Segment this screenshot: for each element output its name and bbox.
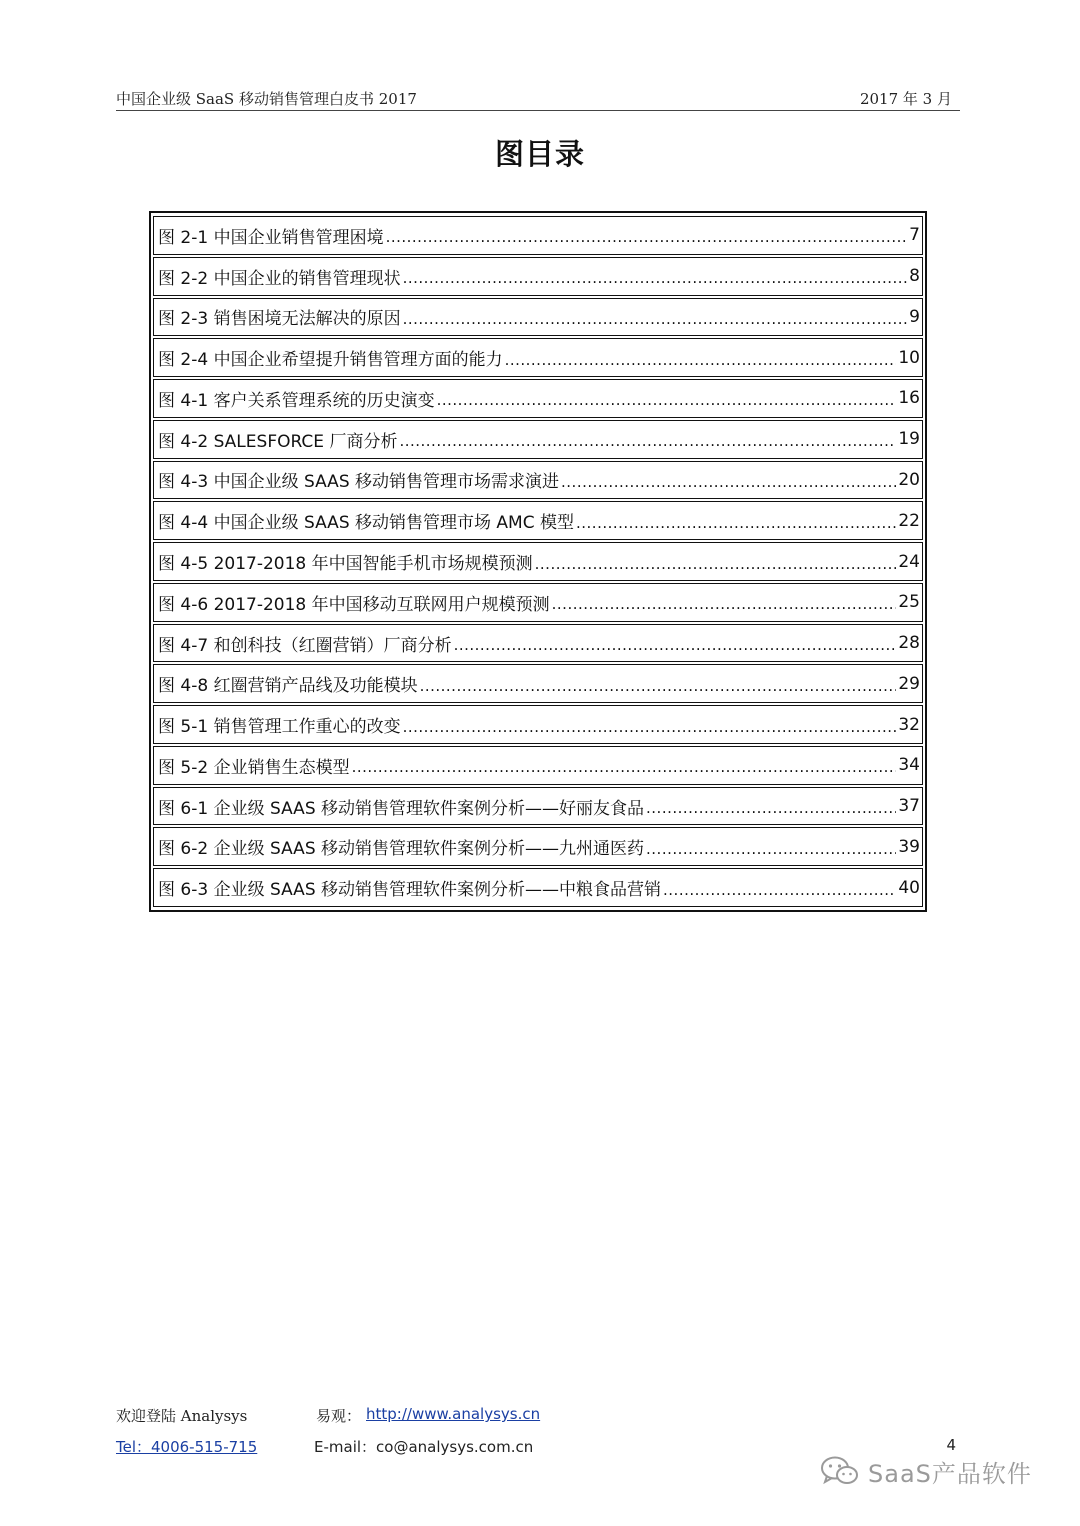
header-date: 2017 年 3 月 bbox=[859, 90, 952, 108]
toc-row[interactable] bbox=[153, 298, 923, 337]
toc-row[interactable] bbox=[153, 542, 923, 581]
toc-leader-dots bbox=[646, 840, 896, 858]
toc-entry-page: 7 bbox=[909, 225, 920, 246]
toc-entry-label: 图 6-2 企业级 SAAS 移动销售管理软件案例分析——九州通医药 bbox=[158, 839, 645, 860]
toc-entry-label: 图 5-1 销售管理工作重心的改变 bbox=[158, 717, 401, 738]
toc-leader-dots bbox=[646, 799, 896, 817]
toc-entry-page: 37 bbox=[898, 796, 920, 817]
toc-row[interactable] bbox=[153, 379, 923, 418]
toc-leader-dots bbox=[576, 514, 896, 532]
page-title: 图目录 bbox=[494, 137, 585, 171]
toc-entry-label: 图 4-7 和创科技（红圈营销）厂商分析 bbox=[158, 635, 452, 656]
page-number: 4 bbox=[946, 1436, 956, 1454]
footer-web-label: 易观： bbox=[316, 1407, 362, 1425]
toc-entry-label: 图 4-5 2017-2018 年中国智能手机市场规模预测 bbox=[158, 554, 533, 574]
footer-website-link[interactable]: http://www.analysys.cn bbox=[366, 1405, 541, 1423]
toc-entry-label: 图 4-6 2017-2018 年中国移动互联网用户规模预测 bbox=[158, 594, 550, 615]
toc-row[interactable] bbox=[153, 624, 923, 663]
toc-entry-page: 32 bbox=[898, 714, 920, 735]
toc-row[interactable] bbox=[153, 257, 923, 296]
toc-row[interactable] bbox=[153, 501, 923, 540]
toc-row[interactable] bbox=[153, 746, 923, 785]
toc-leader-dots bbox=[403, 718, 897, 736]
header-document-title: 中国企业级 SaaS 移动销售管理白皮书 2017 bbox=[116, 90, 417, 108]
page-header bbox=[116, 86, 960, 111]
toc-leader-dots bbox=[420, 677, 897, 695]
toc-entry-label: 图 2-1 中国企业销售管理困境 bbox=[158, 227, 384, 248]
watermark-text: SaaS产品软件 bbox=[868, 1459, 1032, 1488]
toc-leader-dots bbox=[454, 636, 897, 654]
toc-row[interactable] bbox=[153, 420, 923, 459]
toc-row[interactable] bbox=[153, 827, 923, 866]
toc-row[interactable] bbox=[153, 787, 923, 826]
figure-list-table bbox=[149, 211, 927, 912]
toc-entry-label: 图 4-8 红圈营销产品线及功能模块 bbox=[158, 676, 418, 697]
toc-entry-page: 9 bbox=[909, 306, 920, 327]
wechat-icon bbox=[820, 1455, 860, 1487]
toc-entry-label: 图 4-4 中国企业级 SAAS 移动销售管理市场 AMC 模型 bbox=[158, 513, 574, 534]
watermark bbox=[820, 1448, 1032, 1494]
toc-entry-label: 图 4-1 客户关系管理系统的历史演变 bbox=[158, 390, 435, 411]
toc-entry-page: 10 bbox=[898, 347, 920, 368]
toc-entry-label: 图 4-3 中国企业级 SAAS 移动销售管理市场需求演进 bbox=[158, 472, 560, 493]
toc-leader-dots bbox=[535, 555, 897, 573]
toc-entry-label: 图 2-2 中国企业的销售管理现状 bbox=[158, 268, 401, 289]
toc-entry-page: 28 bbox=[898, 633, 920, 654]
toc-leader-dots bbox=[561, 473, 896, 491]
toc-entry-label: 图 6-3 企业级 SAAS 移动销售管理软件案例分析——中粮食品营销 bbox=[158, 880, 662, 901]
toc-entry-label: 图 2-3 销售困境无法解决的原因 bbox=[158, 309, 401, 330]
toc-leader-dots bbox=[399, 432, 896, 450]
toc-entry-page: 22 bbox=[898, 510, 920, 531]
toc-entry-label: 图 2-4 中国企业希望提升销售管理方面的能力 bbox=[158, 350, 503, 371]
toc-row[interactable] bbox=[153, 583, 923, 622]
toc-leader-dots bbox=[663, 881, 896, 899]
toc-entry-page: 40 bbox=[898, 877, 920, 898]
toc-entry-label: 图 6-1 企业级 SAAS 移动销售管理软件案例分析——好丽友食品 bbox=[158, 798, 645, 819]
toc-leader-dots bbox=[386, 228, 908, 246]
toc-leader-dots bbox=[403, 269, 908, 287]
footer-tel-link[interactable]: Tel：4006-515-715 bbox=[116, 1438, 258, 1456]
toc-row[interactable] bbox=[153, 216, 923, 255]
toc-leader-dots bbox=[437, 391, 897, 409]
toc-leader-dots bbox=[552, 595, 897, 613]
toc-leader-dots bbox=[505, 351, 897, 369]
toc-row[interactable] bbox=[153, 664, 923, 703]
toc-entry-page: 8 bbox=[909, 266, 920, 287]
toc-row[interactable] bbox=[153, 705, 923, 744]
toc-row[interactable] bbox=[153, 868, 923, 907]
toc-entry-page: 25 bbox=[898, 592, 920, 613]
toc-entry-label: 图 4-2 SALESFORCE 厂商分析 bbox=[158, 431, 398, 452]
toc-entry-page: 39 bbox=[898, 836, 920, 857]
footer-welcome: 欢迎登陆 Analysys bbox=[116, 1407, 248, 1425]
toc-entry-label: 图 5-2 企业销售生态模型 bbox=[158, 757, 350, 778]
toc-entry-page: 24 bbox=[898, 551, 920, 572]
toc-entry-page: 19 bbox=[898, 429, 920, 450]
toc-row[interactable] bbox=[153, 338, 923, 377]
toc-leader-dots bbox=[403, 310, 908, 328]
toc-leader-dots bbox=[352, 758, 897, 776]
toc-entry-page: 20 bbox=[898, 469, 920, 490]
toc-entry-page: 16 bbox=[898, 388, 920, 409]
toc-row[interactable] bbox=[153, 461, 923, 500]
footer-email: E-mail：co@analysys.com.cn bbox=[314, 1438, 534, 1456]
toc-entry-page: 34 bbox=[898, 755, 920, 776]
toc-entry-page: 29 bbox=[898, 673, 920, 694]
